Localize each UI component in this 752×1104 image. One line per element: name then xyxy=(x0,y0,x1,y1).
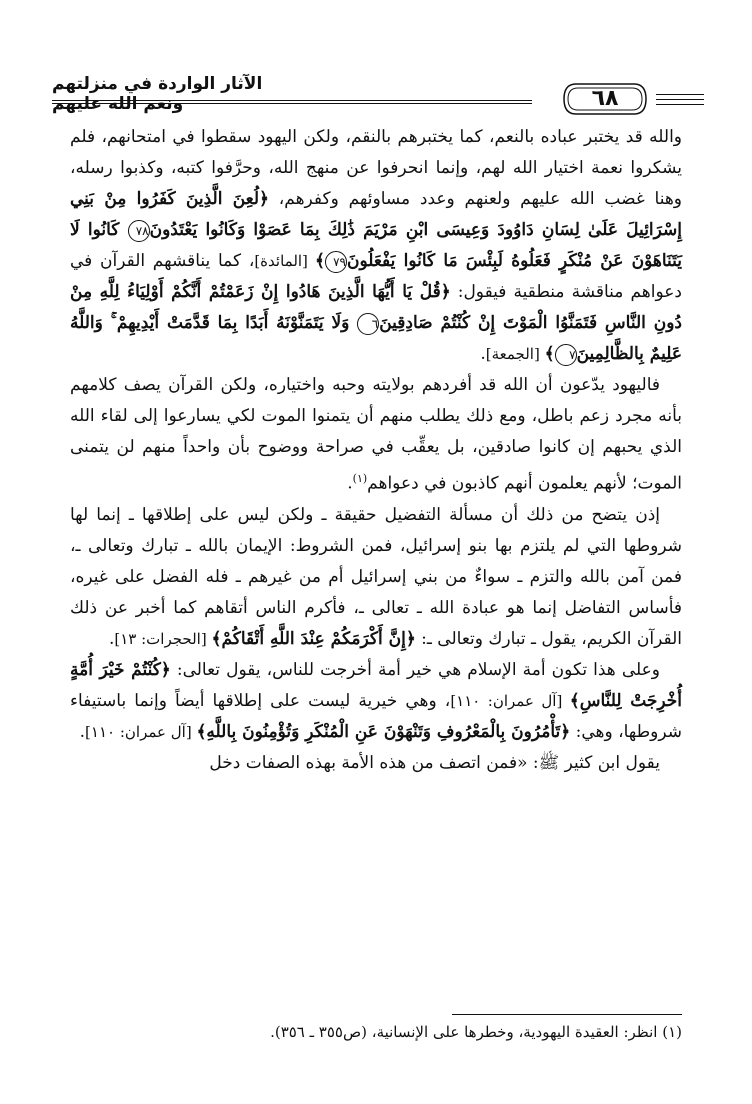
quran-verse: ﴾ xyxy=(544,344,555,364)
body-text-run: إذن يتضح من ذلك أن مسألة التفضيل حقيقة ـ ولكن ليس على إطلاقها ـ إنما لها شروطها التي لم يلتزم بها بنو إسرائيل، فمن الشروط: الإيمان بالله ـ تبارك وتعالى ـ، فمن آمن بالله والتزم ـ سواءٌ من بني إسرائيل أم من غيرهم ـ فله الفضل على غيره، فأساس التفاضل إنما هو عبادة الله ـ تعالى ـ، فأكرم الناس أتقاهم كما أخبر عن ذلك القرآن الكريم، يقول ـ تبارك وتعالى ـ: xyxy=(70,504,682,649)
verse-number-marker: ٧٩ xyxy=(325,251,347,273)
header-rule xyxy=(52,100,532,104)
body-text-run: . xyxy=(79,721,86,742)
body-text-run: يقول ابن كثير ﷺ: «فمن اتصف من هذه الأمة بهذه الصفات دخل xyxy=(209,752,660,773)
running-header xyxy=(52,66,704,114)
quran-verse: ﴿تَأْمُرُونَ بِالْمَعْرُوفِ وَتَنْهَوْنَ عَنِ الْمُنْكَرِ وَتُؤْمِنُونَ بِاللَّهِ﴾ xyxy=(196,721,571,742)
header-rule-right xyxy=(656,104,704,105)
chapter-title: الآثار الواردة في منزلتهم ونعم الله عليهم xyxy=(52,74,263,114)
body-text-run: ، كما يناقشهم القرآن في دعواهم مناقشة منطقية فيقول: xyxy=(70,251,682,302)
header-rule-right xyxy=(656,94,704,95)
paragraph xyxy=(70,748,682,779)
footnote: (١) انظر: العقيدة اليهودية، وخطرها على الإنسانية، (ص٣٥٥ ـ ٣٥٦). xyxy=(270,1023,682,1041)
verse-reference: [آل عمران: ١١٠] xyxy=(85,722,197,741)
footnote-marker: (١) xyxy=(352,472,368,485)
verse-number-marker: ٧٨ xyxy=(128,220,150,242)
page-number: ٦٨ xyxy=(591,86,619,111)
quran-verse: ﴿لُعِنَ الَّذِينَ كَفَرُوا مِنْ بَنِي إِسْرَائِيلَ عَلَىٰ لِسَانِ دَاوُودَ وَعِيسَى ابْنِ مَرْيَمَ ذَٰلِكَ بِمَا عَصَوْا وَكَانُوا يَعْتَدُونَ xyxy=(70,189,682,240)
body-text-run: . xyxy=(108,628,115,649)
quran-verse: ﴾ xyxy=(314,251,325,271)
quran-verse: ﴿قُلْ يَا أَيُّهَا الَّذِينَ هَادُوا إِنْ زَعَمْتُمْ أَنَّكُمْ أَوْلِيَاءُ لِلَّهِ مِنْ دُونِ النَّاسِ فَتَمَنَّوُا الْمَوْتَ إِنْ كُنْتُمْ صَادِقِينَ xyxy=(70,282,682,333)
verse-number-marker: ٦ xyxy=(357,313,379,335)
verse-number-marker: ٧ xyxy=(555,344,577,366)
body-text-run: ، وهي خيرية ليست على إطلاقها أيضاً وإنما باستيفاء شروطها، وهي: xyxy=(70,690,682,742)
quran-verse: وَلَا يَتَمَنَّوْنَهُ أَبَدًا بِمَا قَدَّمَتْ أَيْدِيهِمْ ۚ وَاللَّهُ عَلِيمٌ بِالظَّالِمِينَ xyxy=(70,313,682,364)
paragraph xyxy=(70,655,682,748)
body-text xyxy=(70,122,682,779)
verse-reference: [المائدة] xyxy=(254,252,315,270)
quran-verse: ﴿إِنَّ أَكْرَمَكُمْ عِنْدَ اللَّهِ أَتْقَاكُمْ﴾ xyxy=(211,628,416,649)
paragraph xyxy=(70,370,682,500)
footnote-separator xyxy=(452,1014,682,1015)
body-text-run: والله قد يختبر عباده بالنعم، كما يختبرهم بالنقم، ولكن اليهود سقطوا في امتحانهم، فلم يشكروا نعمة اختيار الله لهم، وإنما انحرفوا عن منهج الله، وحرَّفوا كتبه، وكذبوا رسله، وهنا غضب الله عليهم ولعنهم وعدد مساوئهم وكفرهم، xyxy=(70,127,682,209)
body-text-run: وعلى هذا تكون أمة الإسلام هي خير أمة أخرجت للناس، يقول تعالى: xyxy=(170,659,660,680)
verse-reference: [الحجرات: ١٣] xyxy=(114,629,212,648)
paragraph xyxy=(70,122,682,370)
quran-verse: ﴿كُنْتُمْ خَيْرَ أُمَّةٍ أُخْرِجَتْ لِلنَّاسِ﴾ xyxy=(70,659,683,711)
body-text-run: . xyxy=(347,473,353,494)
page-number-badge xyxy=(562,82,648,116)
verse-reference: [الجمعة] xyxy=(485,345,545,363)
verse-reference: [آل عمران: ١١٠] xyxy=(450,691,570,710)
paragraph xyxy=(70,500,682,655)
body-text-run: فاليهود يدّعون أن الله قد أفردهم بولايته وحبه واختياره، ولكن القرآن يصف كلامهم بأنه مجرد زعم باطل، ومع ذلك يطلب منهم أن يتمنوا الموت لكي يسارعوا إلى لقاء الله الذي يحبهم إن كانوا صادقين، بل يعقِّب في صراحة ووضوح بأن واحداً منهم لن يتمنى الموت؛ لأنهم يعلمون أنهم كاذبون في دعواهم xyxy=(70,375,682,494)
body-text-run: . xyxy=(480,344,486,364)
header-rule-right xyxy=(656,99,704,100)
quran-verse: كَانُوا لَا يَتَنَاهَوْنَ عَنْ مُنْكَرٍ فَعَلُوهُ لَبِئْسَ مَا كَانُوا يَفْعَلُونَ xyxy=(70,220,683,271)
